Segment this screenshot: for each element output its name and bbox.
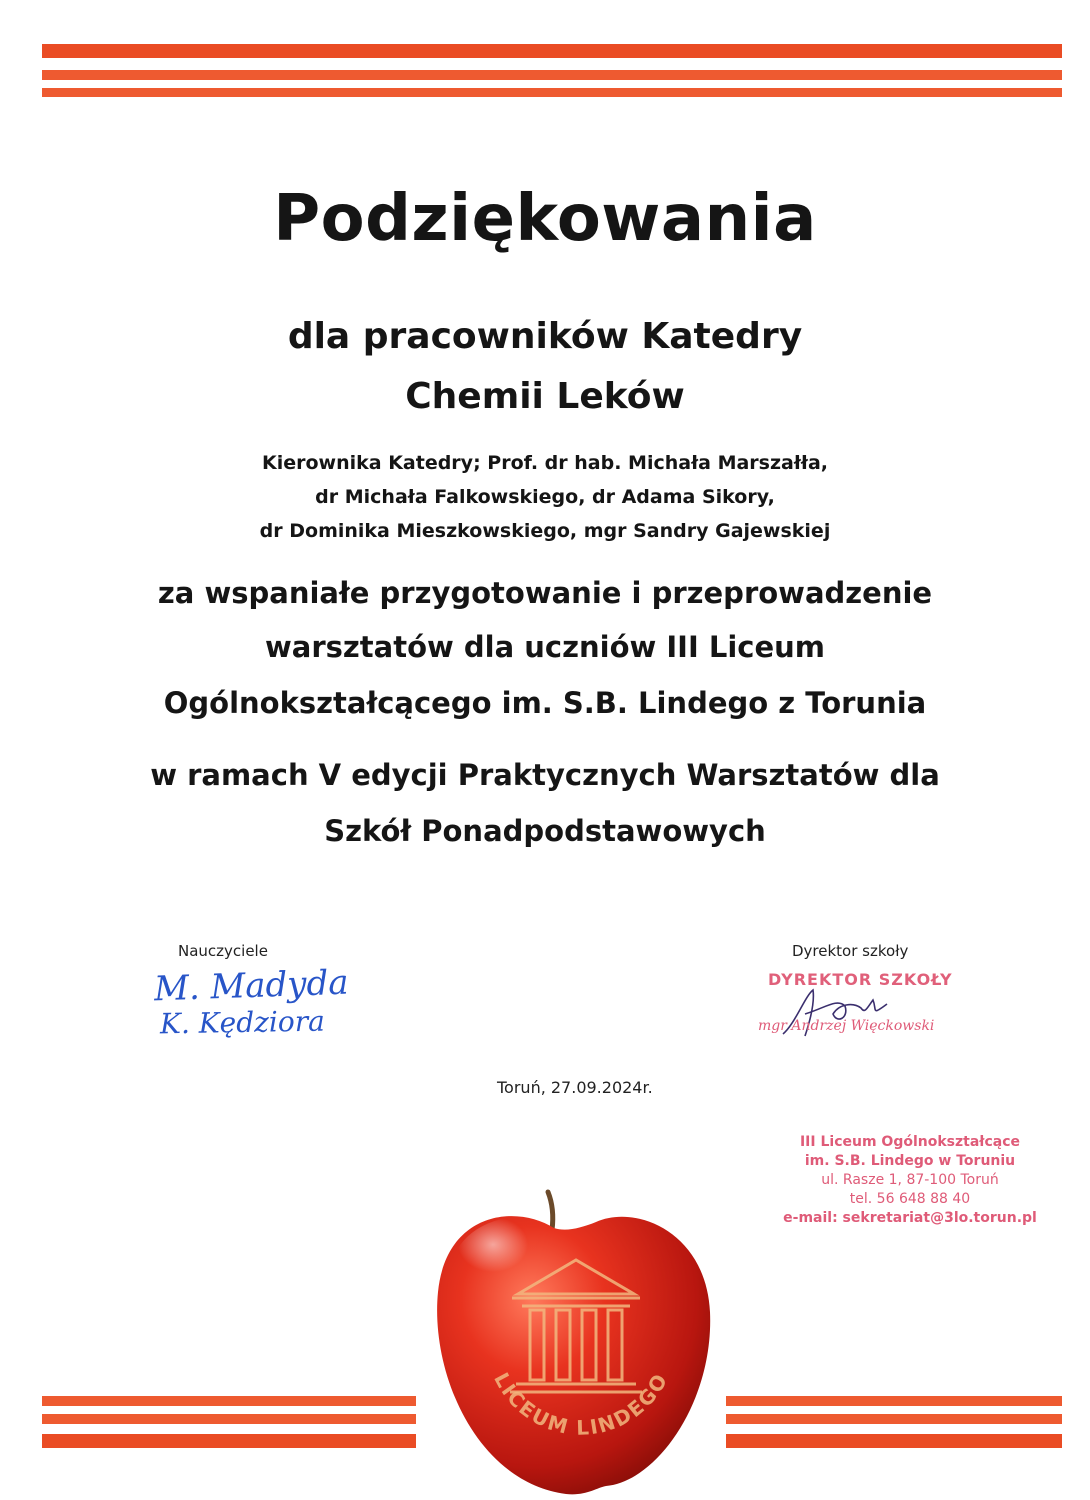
school-stamp-line-4: tel. 56 648 88 40 (849, 1191, 971, 1207)
edition-line-1: w ramach V edycji Praktycznych Warsztatów dla (150, 758, 940, 792)
edition-line-2: Szkół Ponadpodstawowych (324, 814, 766, 848)
top-stripes (42, 44, 1062, 100)
teachers-label: Nauczyciele (178, 942, 268, 960)
subtitle-line-1: dla pracowników Katedry (287, 316, 803, 357)
names-line-1: Kierownika Katedry; Prof. dr hab. Michała Marszałła, (261, 452, 828, 474)
director-signature-scribble (775, 984, 905, 1044)
names-line-3: dr Dominika Mieszkowskiego, mgr Sandry Gajewskiej (259, 520, 831, 542)
director-label: Dyrektor szkoły (792, 942, 909, 960)
school-stamp-line-3: ul. Rasze 1, 87-100 Toruń (821, 1172, 999, 1188)
reason-line-2: warsztatów dla uczniów III Liceum (265, 630, 825, 664)
teacher-signature-1: M. Madyda (153, 962, 350, 1010)
apple-logo-image (426, 1182, 726, 1500)
subtitle-line-2: Chemii Leków (405, 376, 685, 417)
bottom-stripes-right (726, 1396, 1062, 1452)
school-stamp (770, 1133, 1050, 1228)
reason-line-3: Ogólnokształcącego im. S.B. Lindego z Torunia (163, 686, 927, 720)
director-stamp-name: mgr Andrzej Więckowski (758, 1018, 935, 1034)
page-title: Podziękowania (273, 182, 817, 256)
apple-logo-text: LICEUM LINDEGO (489, 1368, 673, 1440)
school-stamp-line-2: im. S.B. Lindego w Toruniu (804, 1153, 1016, 1169)
teacher-signature-2: K. Kędziora (159, 1004, 326, 1041)
school-stamp-line-5: e-mail: sekretariat@3lo.torun.pl (783, 1210, 1037, 1226)
reason-line-1: za wspaniałe przygotowanie i przeprowadzenie (157, 576, 933, 610)
place-date: Toruń, 27.09.2024r. (497, 1078, 653, 1097)
bottom-stripes-left (42, 1396, 416, 1452)
director-stamp-title: DYREKTOR SZKOŁY (768, 970, 953, 989)
names-line-2: dr Michała Falkowskiego, dr Adama Sikory, (315, 486, 775, 508)
school-stamp-line-1: III Liceum Ogólnokształcące (799, 1134, 1021, 1150)
